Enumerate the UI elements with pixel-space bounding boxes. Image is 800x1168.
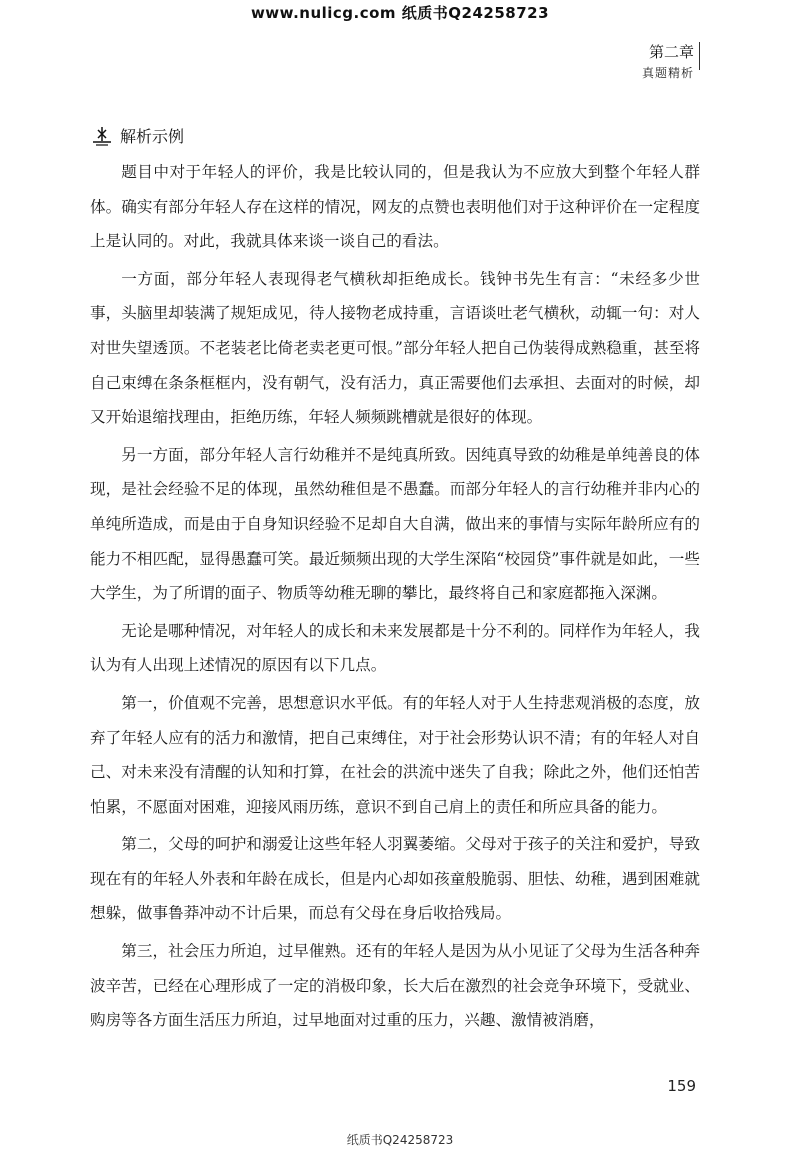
paragraph: 第三，社会压力所迫，过早催熟。还有的年轻人是因为从小见证了父母为生活各种奔波辛苦，已经在心理形成了一定的消极印象，长大后在激烈的社会竞争环境下，受就业、购房等各方面生活压力所迫，过早地面对过重的压力，兴趣、激情被消磨， — [90, 942, 700, 1030]
paragraph: 无论是哪种情况，对年轻人的成长和未来发展都是十分不利的。同样作为年轻人，我认为有人出现上述情况的原因有以下几点。 — [90, 621, 700, 675]
paragraph: 第二，父母的呵护和溺爱让这些年轻人羽翼萎缩。父母对于孩子的关注和爱护，导致现在有的年轻人外表和年龄在成长，但是内心却如孩童般脆弱、胆怯、幼稚，遇到困难就想躲，做事鲁莽冲动不计后果，而总有父母在身后收拾残局。 — [90, 835, 700, 923]
paragraph: 第一，价值观不完善，思想意识水平低。有的年轻人对于人生持悲观消极的态度，放弃了年轻人应有的活力和激情，把自己束缚住，对于社会形势认识不清；有的年轻人对自己、对未来没有清醒的认知和打算，在社会的洪流中迷失了自我；除此之外，他们还怕苦怕累，不愿面对困难，迎接风雨历练，意识不到自己肩上的责任和所应具备的能力。 — [90, 693, 700, 816]
section-title: 解析示例 — [120, 127, 185, 146]
chapter-title: 第二章 — [648, 43, 694, 61]
chapter-subtitle: 真题精析 — [641, 66, 694, 80]
top-watermark: www.nulicg.com 纸质书Q24258723 — [250, 4, 550, 22]
section-heading — [90, 124, 184, 147]
paragraph: 另一方面，部分年轻人言行幼稚并不是纯真所致。因纯真导致的幼稚是单纯善良的体现，是社会经验不足的体现，虽然幼稚但是不愚蠢。而部分年轻人的言行幼稚并非内心的单纯所造成，而是由于自身知识经验不足却自大自满，做出来的事情与实际年龄所应有的能力不相匹配，显得愚蠢可笑。最近频频出现的大学生深陷“校园贷”事件就是如此，一些大学生，为了所谓的面子、物质等幼稚无聊的攀比，最终将自己和家庭都拖入深渊。 — [90, 445, 700, 603]
article-body — [90, 155, 700, 1038]
writing-pen-icon — [90, 125, 114, 147]
page-number: 159 — [667, 1077, 696, 1095]
bottom-watermark: 纸质书Q24258723 — [346, 1133, 454, 1147]
chapter-divider — [699, 42, 700, 70]
paragraph: 题目中对于年轻人的评价，我是比较认同的，但是我认为不应放大到整个年轻人群体。确实有部分年轻人存在这样的情况，网友的点赞也表明他们对于这种评价在一定程度上是认同的。对此，我就具体来谈一谈自己的看法。 — [90, 163, 700, 251]
chapter-header — [642, 42, 694, 84]
paragraph: 一方面，部分年轻人表现得老气横秋却拒绝成长。钱钟书先生有言：“未经多少世事，头脑里却装满了规矩成见，待人接物老成持重，言语谈吐老气横秋，动辄一句：对人对世失望透顶。不老装老比倚老卖老更可恨。”部分年轻人把自己伪装得成熟稳重，甚至将自己束缚在条条框框内，没有朝气，没有活力，真正需要他们去承担、去面对的时候，却又开始退缩找理由，拒绝历练，年轻人频频跳槽就是很好的体现。 — [90, 269, 700, 427]
